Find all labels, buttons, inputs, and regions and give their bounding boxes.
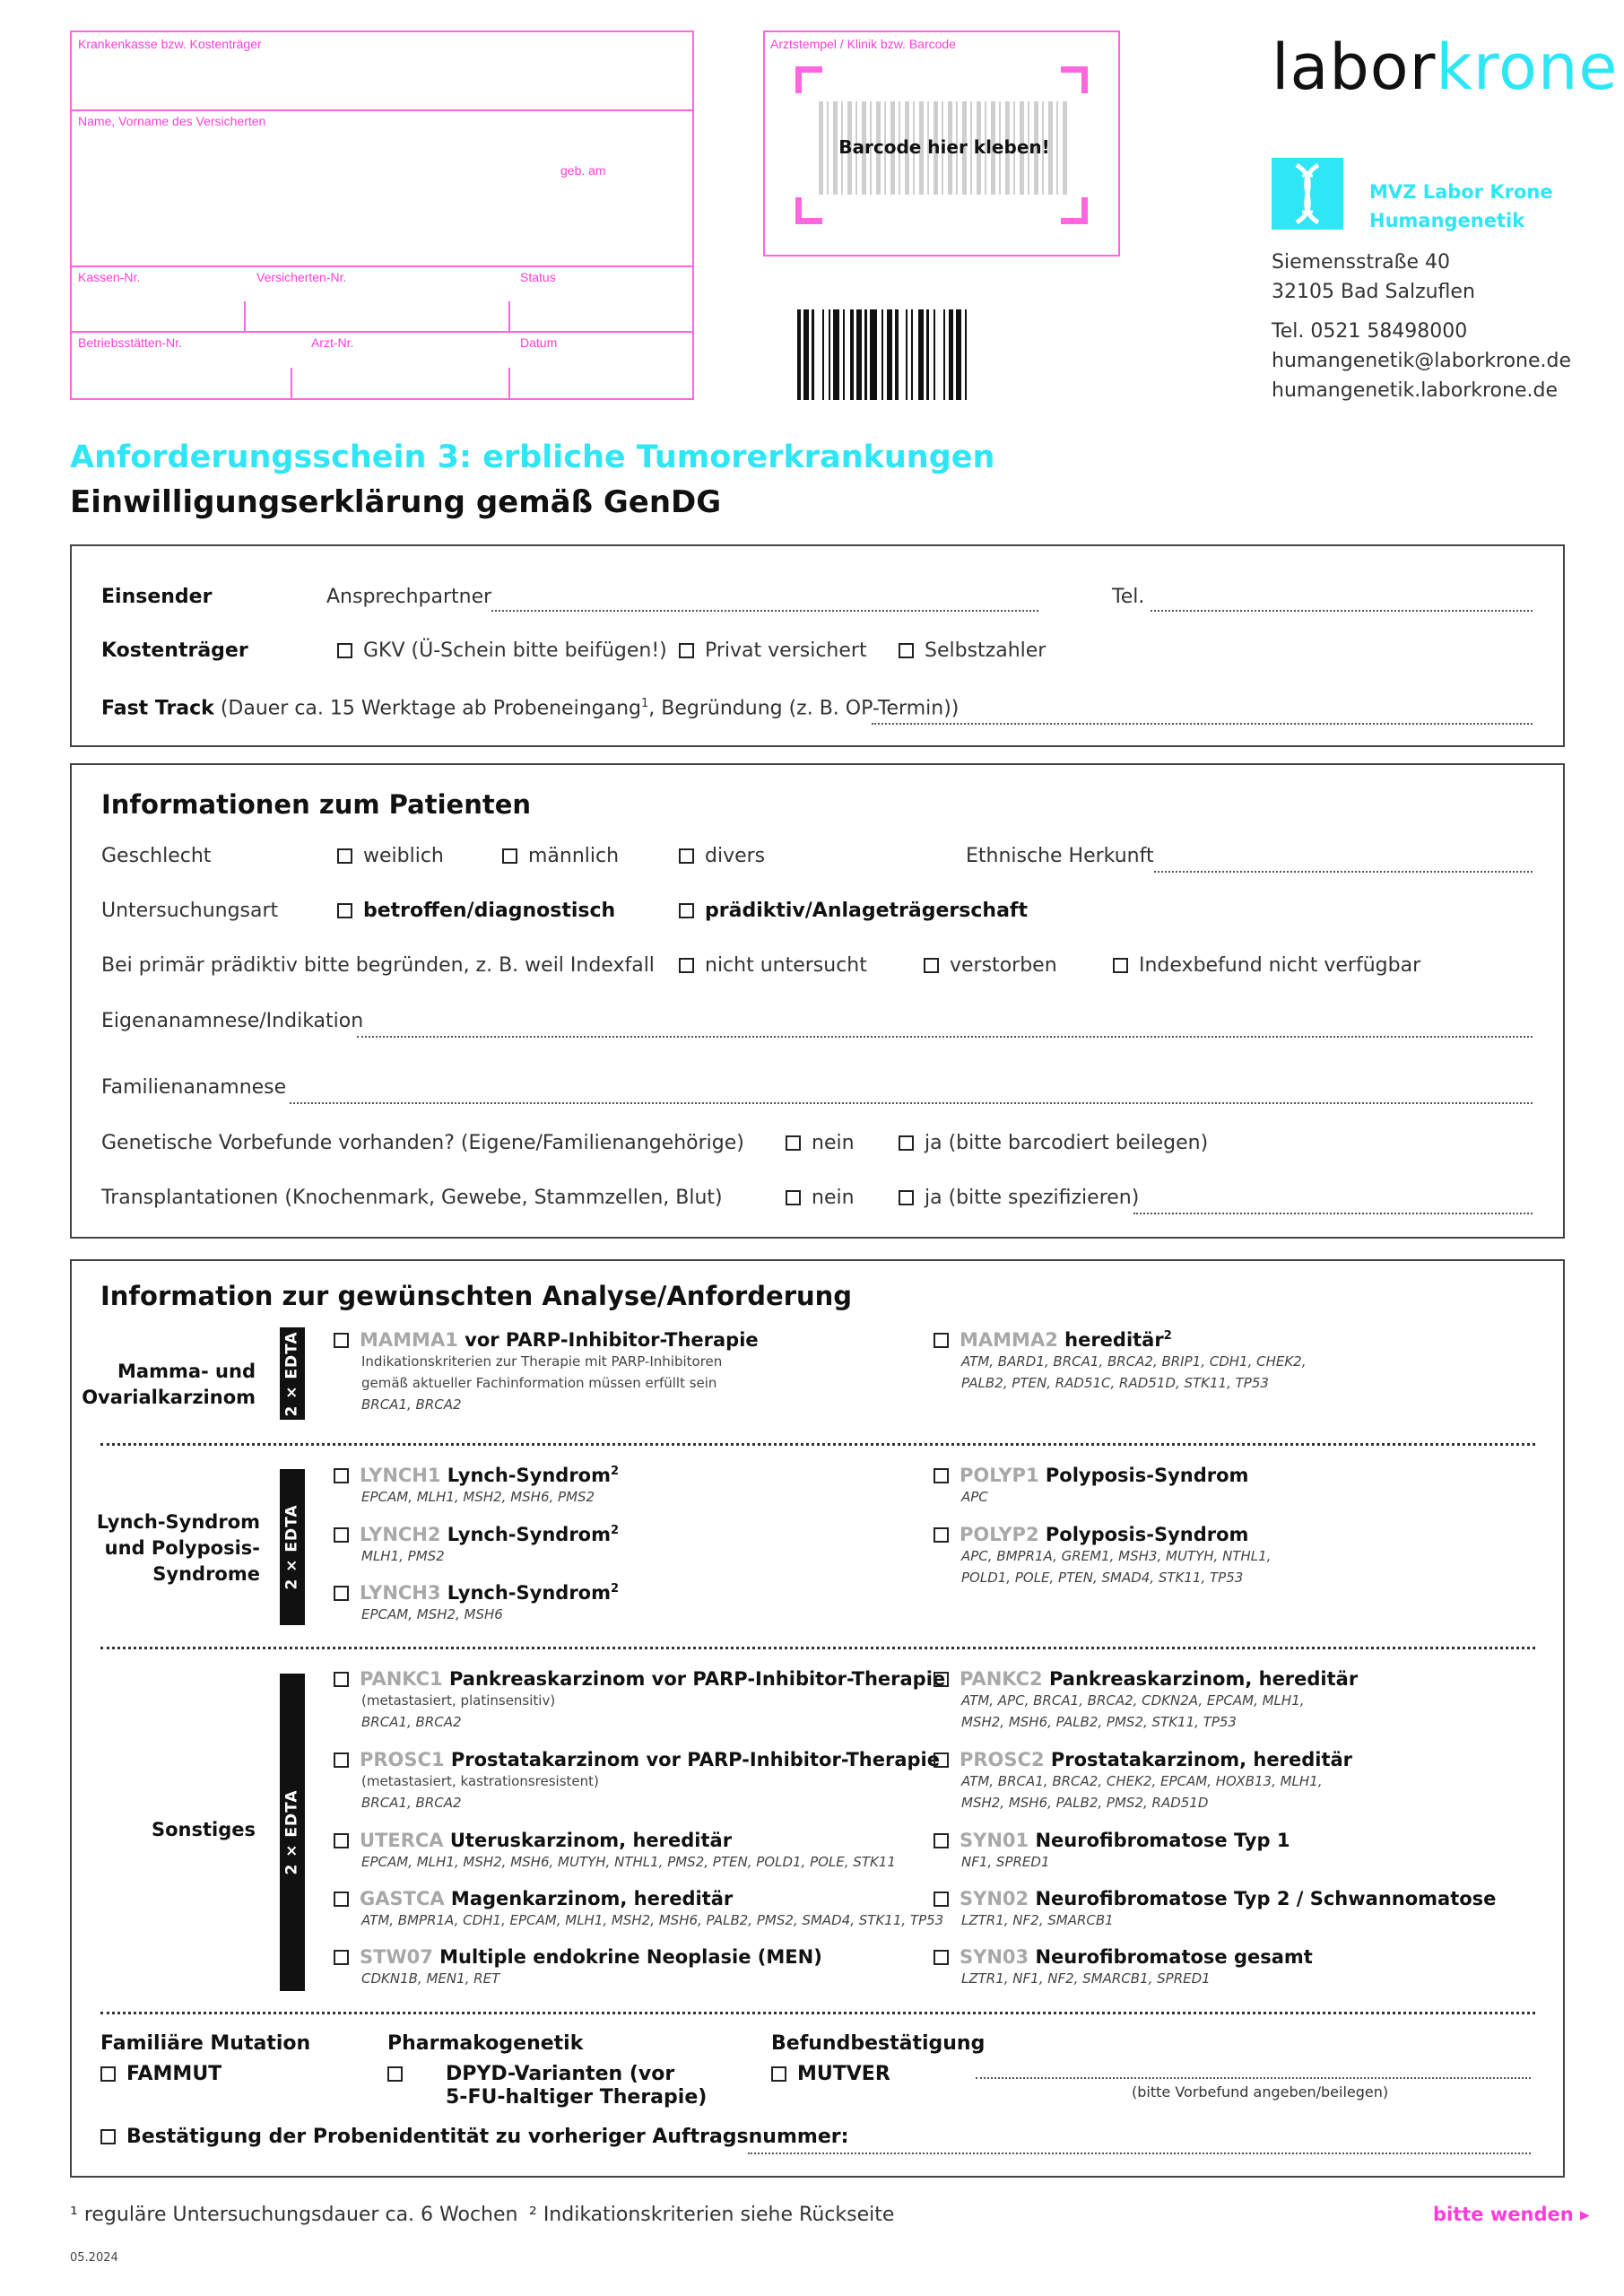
item-syn02[interactable] [934, 1888, 1496, 1931]
stamp-box [763, 30, 1120, 257]
group-sonst-label [81, 1817, 256, 1843]
identity-option[interactable] [100, 2126, 848, 2148]
divers-checkbox[interactable] [679, 848, 694, 864]
item-title [334, 1749, 940, 1770]
item-pankc2[interactable] [934, 1668, 1358, 1733]
web-link[interactable]: humangenetik.laborkrone.de [1272, 379, 1558, 402]
item-code: SYN03 [960, 1946, 1029, 1968]
barcode-bar [926, 309, 929, 400]
praediktiv-checkbox[interactable] [679, 903, 694, 918]
item-code: LYNCH1 [360, 1465, 441, 1486]
item-title [334, 1582, 619, 1604]
lynch3-checkbox[interactable] [334, 1586, 349, 1601]
item-genes: BRCA1, BRCA2 [361, 1714, 462, 1730]
analysis-heading: Information zur gewünschten Analyse/Anforderung [100, 1281, 853, 1311]
praediktiv-option[interactable] [679, 900, 1028, 922]
footnote-2: ² Indikationskriterien siehe Rückseite [529, 2204, 895, 2226]
selbstzahler-option[interactable] [899, 639, 1046, 662]
separator-1 [100, 1443, 1535, 1446]
item-code: MAMMA1 [360, 1329, 458, 1351]
betrieb-label: Betriebsstätten-Nr. [78, 335, 182, 350]
kassen-nr-label: Kassen-Nr. [78, 270, 141, 284]
pankc1-checkbox[interactable] [334, 1672, 349, 1687]
item-title-text: hereditär [1057, 1329, 1164, 1351]
corner-br [1061, 197, 1088, 224]
kostentraeger-label: Kostenträger [101, 639, 248, 662]
item-genes: MLH1, PMS2 [361, 1548, 445, 1564]
stw07-checkbox[interactable] [334, 1950, 349, 1965]
form-date: 05.2024 [70, 2251, 118, 2265]
ethnisch-label: Ethnische Herkunft [966, 845, 1154, 867]
email-link[interactable]: humangenetik@laborkrone.de [1272, 350, 1571, 372]
order-barcode [797, 309, 1094, 400]
edta-bar-sonst [280, 1674, 305, 1991]
item-genes: CDKN1B, MEN1, RET [361, 1970, 500, 1987]
dpyd-checkbox[interactable] [387, 2066, 403, 2082]
barcode-bar [822, 309, 824, 400]
syn01-checkbox[interactable] [934, 1833, 949, 1848]
item-note: Indikationskriterien zur Therapie mit PARP-Inhibitoren [361, 1353, 723, 1370]
unit-line-2: Humangenetik [1369, 210, 1525, 231]
item-title-text: Lynch-Syndrom [440, 1582, 611, 1604]
item-title [934, 1946, 1313, 1968]
unit-line-1: MVZ Labor Krone [1369, 181, 1553, 203]
item-syn03[interactable] [934, 1946, 1313, 1989]
item-title-text: Neurofibromatose Typ 1 [1029, 1830, 1290, 1851]
item-genes: EPCAM, MLH1, MSH2, MSH6, MUTYH, NTHL1, PMS2, PTEN, POLD1, POLE, STK11 [361, 1854, 896, 1870]
kasse-label: Krankenkasse bzw. Kostenträger [78, 37, 262, 51]
group-lynch-line1: Lynch-Syndrom [96, 1511, 260, 1533]
unit-name [1369, 178, 1553, 235]
item-note: gemäß aktueller Fachinformation müssen erfüllt sein [361, 1375, 717, 1391]
item-title [934, 1668, 1358, 1690]
edta-label-sonst: 2 × EDTA [283, 1789, 302, 1875]
item-uterca[interactable] [334, 1830, 896, 1873]
item-genes: APC, BMPR1A, GREM1, MSH3, MUTYH, NTHL1, [961, 1548, 1272, 1564]
item-stw07[interactable] [334, 1946, 822, 1989]
prosc1-checkbox[interactable] [334, 1752, 349, 1768]
nicht-untersucht-checkbox[interactable] [679, 958, 694, 973]
barcode-bar [934, 309, 935, 400]
item-title [334, 1830, 896, 1851]
dpyd-option[interactable] [387, 2063, 413, 2085]
praediktiv-text: prädiktiv/Anlageträgerschaft [705, 900, 1029, 922]
polyp1-checkbox[interactable] [934, 1468, 949, 1483]
dna-helix-icon [1272, 158, 1343, 230]
item-title-text: Polyposis-Syndrom [1038, 1524, 1249, 1545]
maennlich-option[interactable] [502, 845, 619, 867]
logo-part-krone: krone [1436, 30, 1619, 104]
tel-field[interactable] [1151, 610, 1533, 612]
phone: Tel. 0521 58498000 [1272, 320, 1468, 343]
fam-heading: Familiäre Mutation [100, 2032, 311, 2055]
group-mamma-label [81, 1359, 256, 1411]
insurance-form [70, 30, 694, 400]
footnote-1: ¹ reguläre Untersuchungsdauer ca. 6 Wochen [70, 2204, 518, 2226]
group-lynch-line3: Syndrome [152, 1563, 260, 1585]
stamp-label: Arztstempel / Klinik bzw. Barcode [770, 37, 956, 51]
ansprechpartner-label: Ansprechpartner [326, 586, 492, 608]
item-title [334, 1668, 945, 1690]
group-mamma-line1: Mamma- und [117, 1361, 256, 1382]
item-genes: ATM, BMPR1A, CDH1, EPCAM, MLH1, MSH2, MSH6, PALB2, PMS2, SMAD4, STK11, TP53 [361, 1912, 944, 1928]
item-genes: APC [961, 1489, 988, 1505]
untersuchungsart-label: Untersuchungsart [101, 900, 279, 922]
item-title [334, 1524, 619, 1545]
item-lynch3[interactable] [334, 1582, 619, 1625]
gkv-option[interactable] [337, 639, 667, 662]
polyp2-checkbox[interactable] [934, 1527, 949, 1543]
item-lynch2[interactable] [334, 1524, 619, 1567]
nicht-untersucht-text: nicht untersucht [705, 954, 867, 977]
item-title [934, 1749, 1352, 1770]
verstorben-option[interactable] [924, 954, 1057, 977]
item-footnote-ref: 2 [610, 1582, 620, 1596]
betroffen-option[interactable] [337, 900, 615, 922]
item-code: MAMMA2 [960, 1329, 1058, 1351]
barcode-bar [864, 309, 867, 400]
item-title-text: Polyposis-Syndrom [1038, 1465, 1249, 1486]
item-code: GASTCA [360, 1888, 445, 1909]
syn02-checkbox[interactable] [934, 1892, 949, 1907]
barcode-bar [965, 309, 967, 400]
fammut-text: FAMMUT [126, 2063, 222, 2085]
barcode-bar [956, 309, 961, 400]
item-code: PROSC1 [360, 1749, 445, 1770]
item-genes: LZTR1, NF1, NF2, SMARCB1, SPRED1 [961, 1970, 1211, 1987]
item-title [934, 1888, 1496, 1909]
privat-option[interactable] [679, 639, 867, 662]
item-code: POLYP1 [960, 1465, 1039, 1486]
vorbefunde-ja-option[interactable] [899, 1132, 1208, 1154]
barcode-bar [906, 309, 908, 400]
item-footnote-ref: 2 [610, 1524, 620, 1537]
edta-label-lynch: 2 × EDTA [283, 1504, 302, 1590]
edta-label-mamma: 2 × EDTA [283, 1330, 302, 1417]
barcode-label: Barcode hier kleben! [838, 136, 1050, 158]
lynch2-checkbox[interactable] [334, 1527, 349, 1543]
familienanamnese-field[interactable] [290, 1102, 1533, 1104]
item-title-text: Prostatakarzinom, hereditär [1044, 1749, 1353, 1770]
item-title-text: Pankreaskarzinom, hereditär [1042, 1668, 1359, 1690]
item-genes: LZTR1, NF2, SMARCB1 [961, 1912, 1114, 1928]
patient-heading: Informationen zum Patienten [101, 789, 532, 820]
group-lynch-label [81, 1509, 260, 1587]
item-title [334, 1465, 619, 1486]
gkv-text: GKV (Ü-Schein bitte beifügen!) [363, 639, 667, 662]
turn-over-hint [1433, 2204, 1590, 2225]
syn03-checkbox[interactable] [934, 1950, 949, 1965]
item-genes: ATM, BARD1, BRCA1, BRCA2, BRIP1, CDH1, CHEK2, [961, 1353, 1307, 1370]
edta-bar-lynch [280, 1469, 305, 1625]
corner-tl [795, 66, 822, 93]
fasttrack-end: , Begründung (z. B. OP-Termin)) [648, 697, 960, 720]
item-title-text: Prostatakarzinom vor PARP-Inhibitor-Therapie [444, 1749, 940, 1770]
address-block [1272, 248, 1571, 405]
barcode-bar [887, 309, 892, 400]
pharma-heading: Pharmakogenetik [387, 2032, 584, 2055]
item-title-text: Neurofibromatose Typ 2 / Schwannomatose [1029, 1888, 1497, 1909]
corner-tr [1061, 66, 1088, 93]
separator-3 [100, 2012, 1535, 2014]
city: 32105 Bad Salzuflen [1272, 281, 1475, 303]
fasttrack-label [101, 697, 959, 719]
item-prosc1[interactable] [334, 1749, 940, 1813]
item-title-text: Multiple endokrine Neoplasie (MEN) [432, 1946, 822, 1968]
prosc2-checkbox[interactable] [934, 1752, 949, 1768]
group-sonst-line1: Sonstiges [151, 1819, 256, 1840]
verstorben-checkbox[interactable] [924, 958, 939, 973]
item-genes: BRCA1, BRCA2 [361, 1795, 462, 1811]
item-mamma1[interactable] [334, 1329, 759, 1415]
maennlich-checkbox[interactable] [502, 848, 517, 864]
item-title [934, 1329, 1307, 1351]
patient-section [70, 763, 1565, 1239]
item-note: (metastasiert, kastrationsresistent) [361, 1773, 599, 1789]
page-title: Anforderungsschein 3: erbliche Tumorerkrankungen [70, 439, 995, 475]
item-genes: PALB2, PTEN, RAD51C, RAD51D, STK11, TP53 [961, 1375, 1269, 1391]
transplant-nein-text: nein [812, 1187, 855, 1209]
barcode-bar [812, 309, 814, 400]
ethnisch-field[interactable] [1154, 871, 1533, 873]
item-title-text: Lynch-Syndrom [440, 1524, 611, 1545]
barcode-bar [881, 309, 883, 400]
identity-text: Bestätigung der Probenidentität zu vorheriger Auftragsnummer: [126, 2126, 849, 2148]
item-footnote-ref: 2 [610, 1465, 620, 1478]
edta-bar-mamma [280, 1327, 305, 1420]
maennlich-text: männlich [528, 845, 620, 867]
fasttrack-text: (Dauer ca. 15 Werktage ab Probeneingang [220, 697, 641, 720]
fasttrack-field[interactable] [872, 723, 1533, 725]
item-code: PROSC2 [960, 1749, 1045, 1770]
item-title [934, 1524, 1271, 1545]
barcode-bar [856, 309, 862, 400]
vorbefunde-label: Genetische Vorbefunde vorhanden? (Eigene/Familienangehörige) [101, 1132, 744, 1154]
barcode-bar [833, 309, 839, 400]
logo-part-labor: labor [1272, 30, 1437, 104]
status-label: Status [520, 270, 556, 284]
betroffen-checkbox[interactable] [337, 903, 352, 918]
vorbefunde-nein-checkbox[interactable] [786, 1135, 801, 1151]
transplant-nein-checkbox[interactable] [786, 1190, 801, 1205]
item-pankc1[interactable] [334, 1668, 945, 1733]
mutver-text: MUTVER [797, 2063, 890, 2085]
item-title-text: Pankreaskarzinom vor PARP-Inhibitor-Therapie [442, 1668, 946, 1690]
pankc2-checkbox[interactable] [934, 1672, 949, 1687]
item-code: POLYP2 [960, 1524, 1039, 1545]
befund-heading: Befundbestätigung [771, 2032, 986, 2055]
page-subtitle: Einwilligungserklärung gemäß GenDG [70, 484, 722, 520]
vorbefunde-nein-option[interactable] [786, 1132, 855, 1154]
item-genes: MSH2, MSH6, PALB2, PMS2, STK11, TP53 [961, 1714, 1237, 1730]
item-polyp2[interactable] [934, 1524, 1271, 1588]
corner-bl [795, 197, 822, 224]
divers-option[interactable] [679, 845, 765, 867]
barcode-bar [797, 309, 801, 400]
arrow-right-icon: ▸ [1580, 2204, 1590, 2225]
item-genes: POLD1, POLE, PTEN, SMAD4, STK11, TP53 [961, 1570, 1244, 1586]
item-code: LYNCH2 [360, 1524, 441, 1545]
mutver-field[interactable] [976, 2077, 1531, 2079]
item-title-text: Magenkarzinom, hereditär [444, 1888, 734, 1909]
item-title [934, 1465, 1248, 1486]
einsender-label: Einsender [101, 586, 213, 608]
uterca-checkbox[interactable] [334, 1833, 349, 1848]
eigenanamnese-field[interactable] [357, 1036, 1533, 1038]
item-title [334, 1888, 943, 1909]
familienanamnese-label: Familienanamnese [101, 1076, 287, 1099]
item-gastca[interactable] [334, 1888, 943, 1931]
mamma1-checkbox[interactable] [334, 1333, 349, 1348]
separator-2 [100, 1647, 1535, 1649]
dpyd-line1: DPYD-Varianten (vor [446, 2063, 675, 2085]
index-nv-option[interactable] [1113, 954, 1420, 977]
item-genes: EPCAM, MSH2, MSH6 [361, 1606, 503, 1622]
item-genes: EPCAM, MLH1, MSH2, MSH6, PMS2 [361, 1489, 595, 1505]
privat-checkbox[interactable] [679, 643, 694, 658]
identity-field[interactable] [748, 2152, 1531, 2154]
eigenanamnese-label: Eigenanamnese/Indikation [101, 1010, 364, 1032]
barcode-bar [943, 309, 945, 400]
transplant-field[interactable] [1133, 1213, 1533, 1214]
transplant-ja-option[interactable] [899, 1187, 1139, 1209]
item-code: PANKC2 [960, 1668, 1043, 1690]
item-code: PANKC1 [360, 1668, 443, 1690]
gastca-checkbox[interactable] [334, 1892, 349, 1907]
geb-label: geb. am [560, 163, 606, 178]
item-genes: ATM, APC, BRCA1, BRCA2, CDKN2A, EPCAM, MLH1, [961, 1692, 1305, 1709]
item-lynch1[interactable] [334, 1465, 619, 1508]
verstorben-text: verstorben [950, 954, 1057, 977]
barcode-bar [803, 309, 809, 400]
betroffen-text: betroffen/diagnostisch [363, 900, 616, 922]
geschlecht-label: Geschlecht [101, 845, 212, 867]
item-syn01[interactable] [934, 1830, 1290, 1873]
item-code: STW07 [360, 1946, 433, 1968]
identity-checkbox[interactable] [100, 2129, 116, 2144]
fammut-option[interactable] [100, 2063, 221, 2085]
mamma2-checkbox[interactable] [934, 1333, 949, 1348]
item-title-text: vor PARP-Inhibitor-Therapie [457, 1329, 759, 1351]
begruendung-label: Bei primär prädiktiv bitte begründen, z. B. weil Indexfall [101, 954, 655, 977]
barcode-bar [895, 309, 899, 400]
barcode-bar [829, 309, 830, 400]
barcode-bar [850, 309, 854, 400]
gkv-checkbox[interactable] [337, 643, 352, 658]
item-code: UTERCA [360, 1830, 444, 1851]
item-genes: NF1, SPRED1 [961, 1854, 1050, 1870]
barcode-bar [918, 309, 924, 400]
item-title-text: Neurofibromatose gesamt [1029, 1946, 1313, 1968]
befund-hint: (bitte Vorbefund angeben/beilegen) [1132, 2083, 1389, 2100]
selbstzahler-checkbox[interactable] [899, 643, 914, 658]
item-mamma2[interactable] [934, 1329, 1307, 1394]
item-code: SYN01 [960, 1830, 1029, 1851]
name-label: Name, Vorname des Versicherten [78, 114, 266, 128]
datum-label: Datum [520, 335, 558, 350]
tel-label: Tel. [1112, 586, 1145, 608]
item-genes: MSH2, MSH6, PALB2, PMS2, RAD51D [961, 1795, 1209, 1811]
barcode-bar [843, 309, 845, 400]
weiblich-option[interactable] [337, 845, 444, 867]
index-nv-checkbox[interactable] [1113, 958, 1128, 973]
item-note: (metastasiert, platinsensitiv) [361, 1692, 556, 1709]
fasttrack-bold: Fast Track [101, 697, 214, 720]
privat-text: Privat versichert [705, 639, 867, 662]
ansprechpartner-field[interactable] [491, 610, 1038, 612]
arzt-nr-label: Arzt-Nr. [311, 335, 354, 350]
versicherten-nr-label: Versicherten-Nr. [256, 270, 347, 284]
item-genes: ATM, BRCA1, BRCA2, CHEK2, EPCAM, HOXB13, MLH1, [961, 1773, 1323, 1789]
transplant-ja-checkbox[interactable] [899, 1190, 914, 1205]
fasttrack-sup: 1 [641, 697, 649, 710]
laborkrone-logo [1272, 30, 1619, 104]
weiblich-text: weiblich [363, 845, 444, 867]
group-lynch-line2: und Polyposis- [104, 1537, 260, 1559]
item-title [334, 1946, 822, 1968]
mutver-checkbox[interactable] [771, 2066, 786, 2082]
dpyd-line2: 5-FU-haltiger Therapie) [446, 2086, 708, 2109]
barcode-bar [870, 309, 877, 400]
transplant-ja-text: ja (bitte spezifizieren) [925, 1187, 1140, 1209]
item-title-text: Lynch-Syndrom [440, 1465, 611, 1486]
group-mamma-line2: Ovarialkarzinom [82, 1387, 256, 1408]
item-title [934, 1830, 1290, 1851]
nicht-untersucht-option[interactable] [679, 954, 867, 977]
selbstzahler-text: Selbstzahler [925, 639, 1046, 662]
sender-section [70, 544, 1565, 747]
turn-over-text: bitte wenden [1433, 2204, 1574, 2225]
vorbefunde-nein-text: nein [812, 1132, 855, 1154]
mutver-option[interactable] [771, 2063, 890, 2085]
item-title-text: Uteruskarzinom, hereditär [443, 1830, 733, 1851]
weiblich-checkbox[interactable] [337, 848, 352, 864]
barcode-bar [911, 309, 913, 400]
item-footnote-ref: 2 [1163, 1329, 1172, 1343]
transplant-label: Transplantationen (Knochenmark, Gewebe, Stammzellen, Blut) [101, 1187, 723, 1209]
lynch1-checkbox[interactable] [334, 1468, 349, 1483]
fammut-checkbox[interactable] [100, 2066, 116, 2082]
barcode-bar [949, 309, 953, 400]
item-prosc2[interactable] [934, 1749, 1352, 1813]
transplant-nein-option[interactable] [786, 1187, 855, 1209]
index-nv-text: Indexbefund nicht verfügbar [1139, 954, 1421, 977]
vorbefunde-ja-text: ja (bitte barcodiert beilegen) [925, 1132, 1209, 1154]
item-polyp1[interactable] [934, 1465, 1248, 1508]
dpyd-text [446, 2063, 707, 2109]
item-code: LYNCH3 [360, 1582, 441, 1604]
item-genes: BRCA1, BRCA2 [361, 1396, 462, 1413]
street: Siemensstraße 40 [1272, 251, 1450, 274]
item-title [334, 1329, 759, 1351]
divers-text: divers [705, 845, 766, 867]
vorbefunde-ja-checkbox[interactable] [899, 1135, 914, 1151]
item-code: SYN02 [960, 1888, 1029, 1909]
